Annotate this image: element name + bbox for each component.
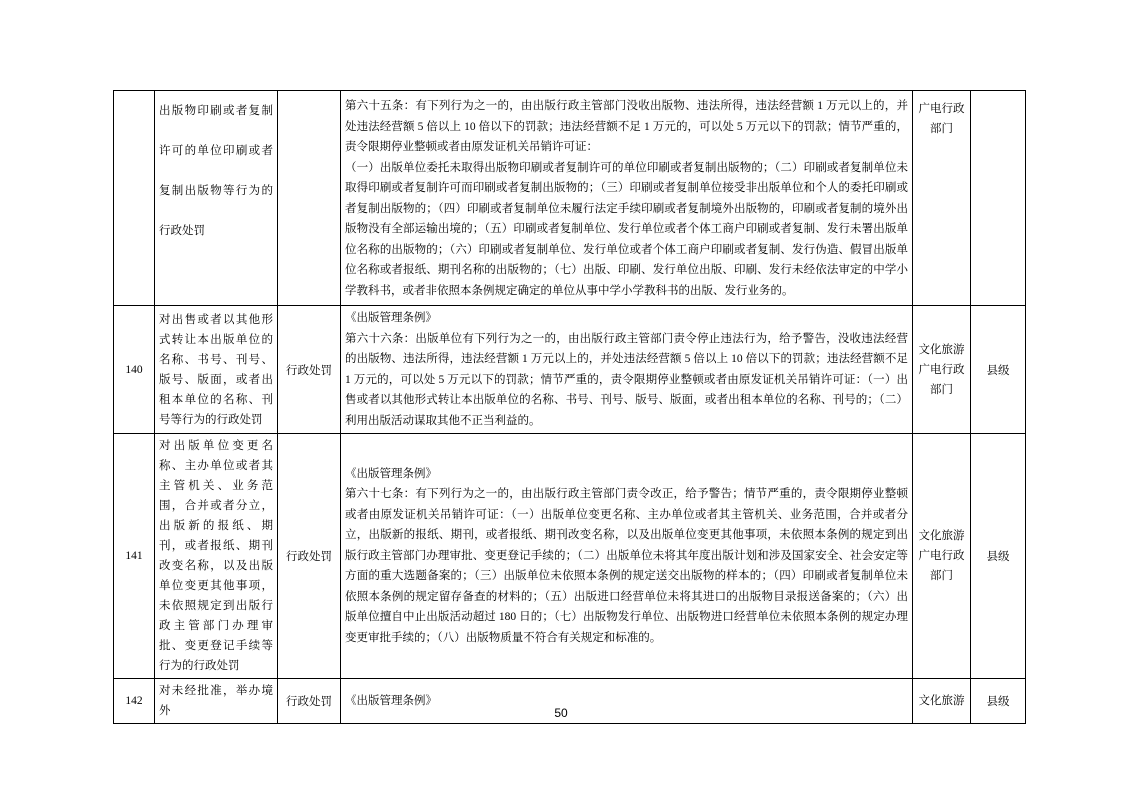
- legal-paragraph: 第六十五条：有下列行为之一的，由出版行政主管部门没收出版物、违法所得，违法经营额 1 万元以上的，并处违法经营额 5 倍以上 10 倍以下的罚款；违法经营额不足 1 万元的，可以处 5 万元以下的罚款；情节严重的，责令限期停业整顿或者由原发证机关吊销许可证：: [345, 100, 908, 153]
- cell-penalty-type: 行政处罚: [278, 306, 341, 434]
- cell-penalty-type: [278, 91, 341, 306]
- table-row: [114, 434, 1026, 679]
- legal-paragraph: 第六十六条：出版单位有下列行为之一的，由出版行政主管部门责令停止违法行为，给予警告，没收违法经营的出版物、违法所得，违法经营额 1 万元以上的，并处违法经营额 5 倍以上 10 倍以下的罚款；违法经营额不足 1 万元的，可以处 5 万元以下的罚款；情节严重的，责令限期停业整顿或者由原发证机关吊销许可证：（一）出售或者以其他形式转让本出版单位的名称、书号、刊号、版号、版面，或者出租本单位的名称、刊号的；（二）利用出版活动谋取其他不正当利益的。: [345, 332, 908, 427]
- cell-item-name: 对出售或者以其他形式转让本出版单位的名称、书号、刊号、版号、版面，或者出租本单位的名称、刊号等行为的行政处罚: [155, 306, 278, 434]
- cell-level: 县级: [971, 434, 1026, 679]
- regulation-table: [113, 90, 1026, 724]
- cell-legal-basis: [341, 434, 913, 679]
- cell-item-name: 出版物印刷或者复制许可的单位印刷或者复制出版物等行为的行政处罚: [155, 91, 278, 306]
- legal-paragraph: 《出版管理条例》: [345, 694, 437, 707]
- page-number: 50: [554, 706, 568, 720]
- cell-legal-basis: [341, 306, 913, 434]
- legal-paragraph: （一）出版单位委托未取得出版物印刷或者复制许可的单位印刷或者复制出版物的；（二）印刷或者复制单位未取得印刷或者复制许可而印刷或者复制出版物的；（三）印刷或者复制单位接受非出版单位和个人的委托印刷或者复制出版物的；（四）印刷或者复制单位未履行法定手续印刷或者复制境外出版物的，印刷或者复制的境外出版物没有全部运输出境的；（五）印刷或者复制单位、发行单位或者个体工商户印刷或者复制、发行未署出版单位名称的出版物的；（六）印刷或者复制单位、发行单位或者个体工商户印刷或者复制、发行伪造、假冒出版单位名称或者报纸、期刊名称的出版物的；（七）出版、印刷、发行单位出版、印刷、发行未经依法审定的中学小学教科书，或者非依照本条例规定确定的单位从事中学小学教科书的出版、发行业务的。: [345, 161, 908, 297]
- legal-paragraph: 第六十七条：有下列行为之一的，由出版行政主管部门责令改正，给予警告；情节严重的，责令限期停业整顿或者由原发证机关吊销许可证：（一）出版单位变更名称、主办单位或者其主管机关、业务范围，合并或者分立，出版新的报纸、期刊，或者报纸、期刊改变名称，以及出版单位变更其他事项，未依照本条例的规定到出版行政主管部门办理审批、变更登记手续的；（二）出版单位未将其年度出版计划和涉及国家安全、社会安定等方面的重大选题备案的；（三）出版单位未依照本条例的规定送交出版物的样本的；（四）印刷或者复制单位未依照本条例的规定留存备查的材料的；（五）出版进口经营单位未将其进口的出版物目录报送备案的；（六）出版单位擅自中止出版活动超过 180 日的；（七）出版物发行单位、出版物进口经营单位未依照本条例的规定办理变更审批手续的；（八）出版物质量不符合有关规定和标准的。: [345, 488, 908, 644]
- table-row: [114, 306, 1026, 434]
- cell-department: 文化旅游广电行政部门: [913, 434, 971, 679]
- cell-department: 文化旅游广电行政部门: [913, 306, 971, 434]
- cell-level: 县级: [971, 679, 1026, 724]
- cell-item-name: 对出版单位变更名称、主办单位或者其主管机关、业务范围，合并或者分立，出版新的报纸、期刊，或者报纸、期刊改变名称，以及出版单位变更其他事项，未依照规定到出版行政主管部门办理审批、变更登记手续等行为的行政处罚: [155, 434, 278, 679]
- cell-level: [971, 91, 1026, 306]
- cell-penalty-type: 行政处罚: [278, 679, 341, 724]
- cell-legal-basis: [341, 91, 913, 306]
- cell-department: 文化旅游: [913, 679, 971, 724]
- legal-paragraph: 《出版管理条例》: [345, 467, 437, 480]
- cell-item-name: 对未经批准，举办境外: [155, 679, 278, 724]
- table-row: [114, 91, 1026, 306]
- cell-level: 县级: [971, 306, 1026, 434]
- cell-row-number: 141: [114, 434, 155, 679]
- legal-paragraph: 《出版管理条例》: [345, 312, 437, 324]
- cell-row-number: 142: [114, 679, 155, 724]
- cell-row-number: [114, 91, 155, 306]
- cell-penalty-type: 行政处罚: [278, 434, 341, 679]
- cell-department: 广电行政部门: [913, 91, 971, 306]
- cell-row-number: 140: [114, 306, 155, 434]
